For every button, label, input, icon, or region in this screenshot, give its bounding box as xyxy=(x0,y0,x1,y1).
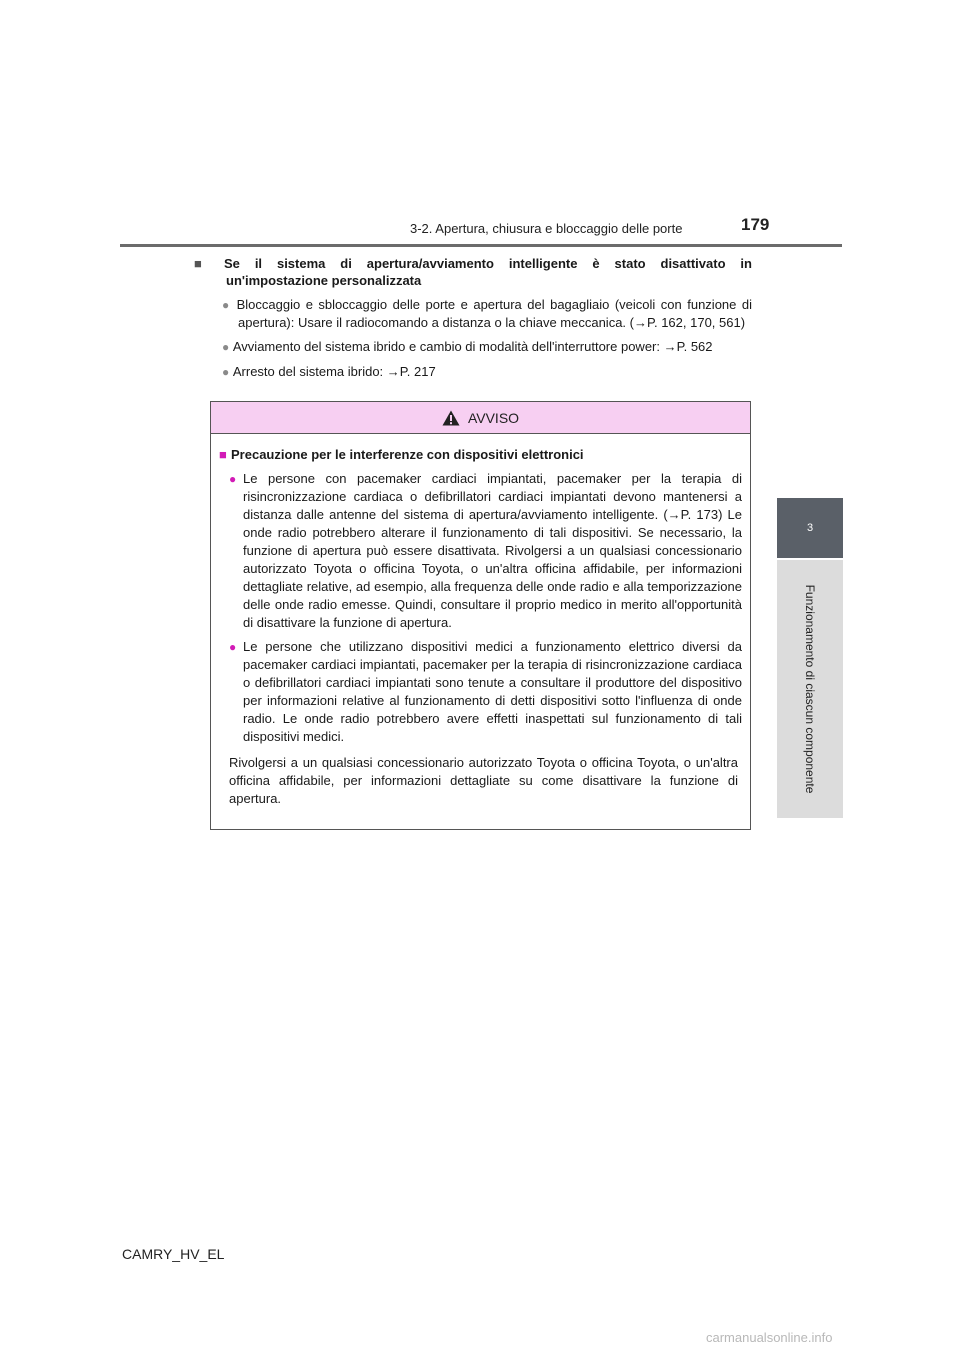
circle-bullet-icon: ● xyxy=(229,472,237,486)
list-item-text: Avviamento del sistema ibrido e cambio di modalità dell'interruttore power: →P. 562 xyxy=(232,339,713,354)
chapter-tab xyxy=(777,498,843,558)
chapter-title: Funzionamento di ciascun componente xyxy=(803,584,817,794)
watermark: carmanualsonline.info xyxy=(706,1330,833,1345)
header-section-title: 3-2. Apertura, chiusura e bloccaggio delle porte xyxy=(410,221,683,236)
warning-heading-text: Precauzione per le interferenze con dispositivi elettronici xyxy=(231,447,584,462)
warning-closing-paragraph: Rivolgersi a un qualsiasi concessionario autorizzato Toyota o officina Toyota, o un'altra officina affidabile, per informazioni dettagliate su come disattivare la funzione di apertura. xyxy=(229,755,738,806)
page-number: 179 xyxy=(741,215,770,234)
warning-triangle-icon xyxy=(442,410,460,426)
section-heading xyxy=(194,255,752,289)
circle-bullet-icon: ● xyxy=(222,365,230,379)
section-content xyxy=(194,255,752,381)
circle-bullet-icon: ● xyxy=(229,640,237,654)
chapter-number: 3 xyxy=(806,522,814,534)
warning-body xyxy=(211,434,750,808)
section-heading-text: Se il sistema di apertura/avviamento intelligente è stato disattivato in un'impostazione personalizzata xyxy=(224,256,752,288)
list-item-text: Bloccaggio e sbloccaggio delle porte e apertura del bagagliaio (veicoli con funzione di apertura): Usare il radiocomando a distanza o la chiave meccanica. (→P. 162, 170, 561) xyxy=(236,297,752,330)
square-bullet-icon: ■ xyxy=(219,447,227,462)
warning-item-text: Le persone che utilizzano dispositivi medici a funzionamento elettrico diversi da pacemaker cardiaci impiantati, pacemaker per la terapia di risincronizzazione cardiaca o defibrillatori cardiaci impiantati sono tenute a consultare il produttore del dispositivo per informazioni relative al funzionamento di detti dispositivi sotto l'influenza di onde radio. Le onde radio potrebbero avere effetti inaspettati sul funzionamento di tali dispositivi medici. xyxy=(243,639,742,744)
list-item xyxy=(210,338,752,356)
circle-bullet-icon: ● xyxy=(222,340,230,354)
warning-box xyxy=(210,401,751,830)
list-item xyxy=(210,363,752,381)
warning-list-item xyxy=(219,470,742,632)
list-item-text: Arresto del sistema ibrido: →P. 217 xyxy=(232,364,436,379)
model-code: CAMRY_HV_EL xyxy=(122,1246,225,1262)
circle-bullet-icon: ● xyxy=(222,298,232,312)
header-divider xyxy=(120,244,842,247)
warning-header xyxy=(211,402,750,434)
warning-item-text: Le persone con pacemaker cardiaci impiantati, pacemaker per la terapia di risincronizzazione cardiaca o defibrillatori cardiaci impiantati devono mantenersi a distanza dalle antenne del sistema di apertura/avviamento intelligente. (→P. 173) Le onde radio potrebbero alterare il funzionamento di tali dispositivi. Se necessario, la funzione di apertura può essere disattivata. Rivolgersi a un qualsiasi concessionario autorizzato Toyota o officina Toyota, o un'altra officina affidabile, per informazioni dettagliate relative, ad esempio, alla frequenza delle onde radio e alla temporizzazione delle onde radio emesse. Quindi, consultare il proprio medico in merito all'opportunità di disattivare la funzione di apertura. xyxy=(243,471,742,630)
square-bullet-icon: ■ xyxy=(194,256,202,271)
warning-list-item xyxy=(219,638,742,746)
warning-title: AVVISO xyxy=(467,409,520,426)
warning-heading xyxy=(219,446,742,464)
list-item xyxy=(210,296,752,331)
